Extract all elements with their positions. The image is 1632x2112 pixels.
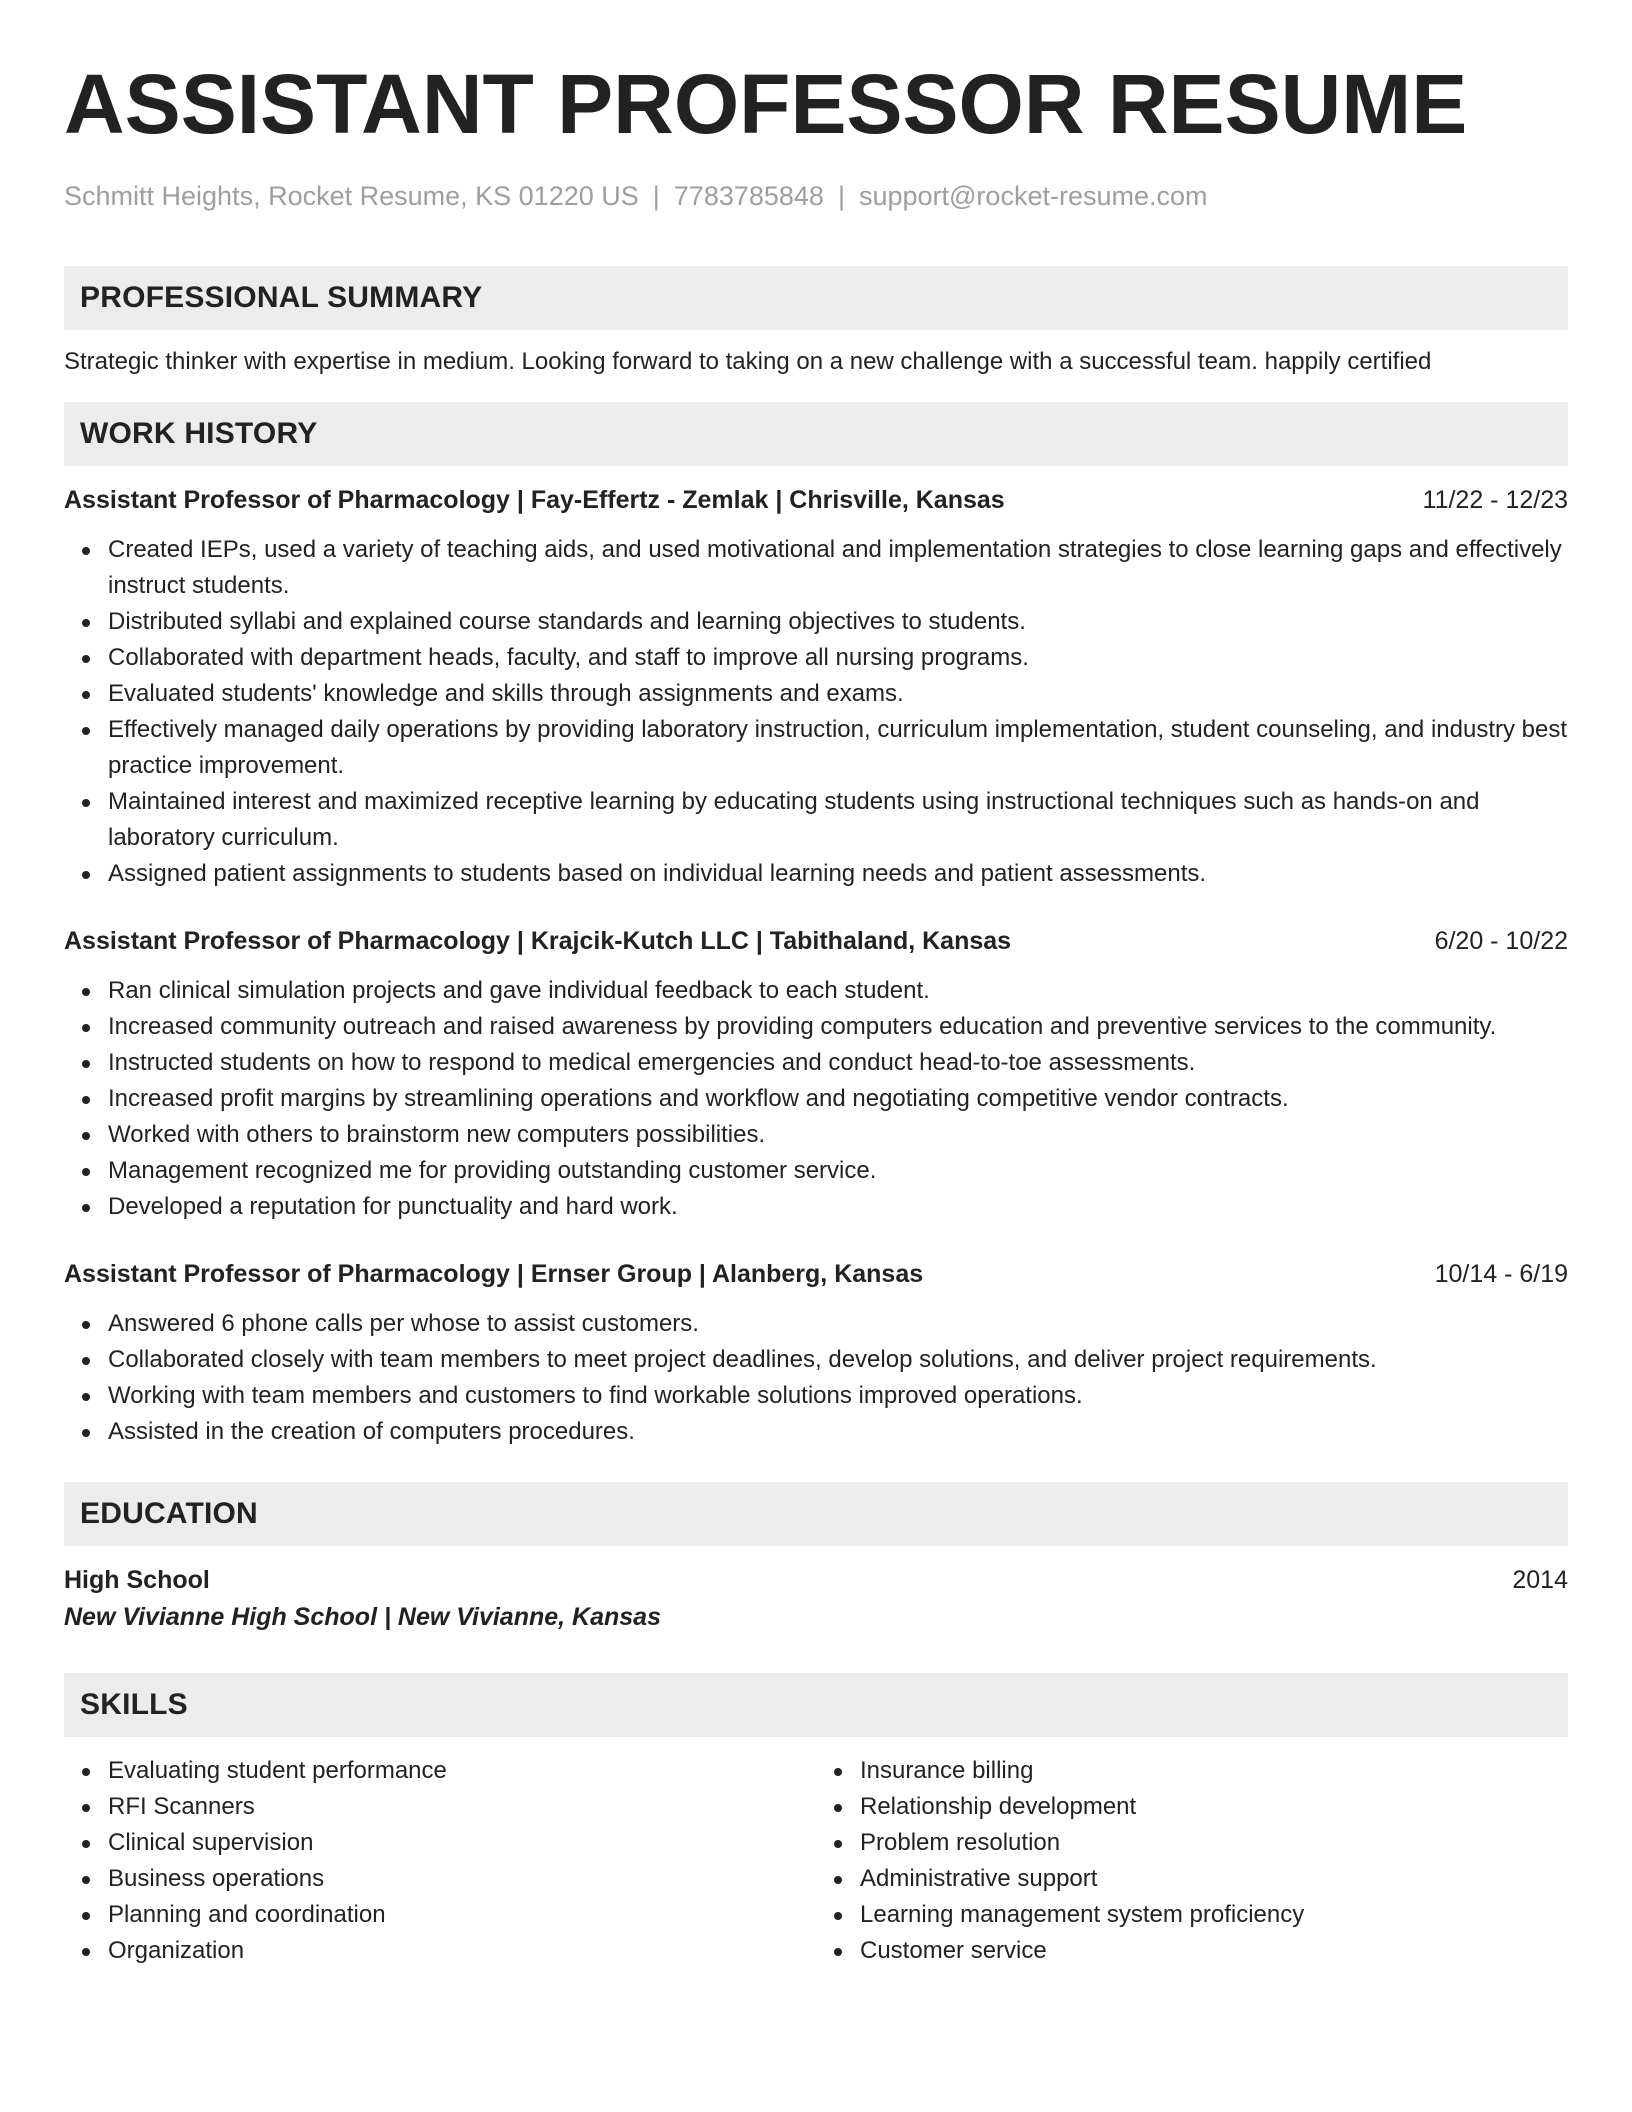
- skill-item: Problem resolution: [860, 1825, 1568, 1861]
- skills-grid: [64, 1753, 1568, 1969]
- job-dates: 10/14 - 6/19: [1434, 1260, 1568, 1288]
- job-dates: 6/20 - 10/22: [1434, 927, 1568, 955]
- section-heading-summary: PROFESSIONAL SUMMARY: [64, 266, 1568, 330]
- job-title: Assistant Professor of Pharmacology | Krajcik-Kutch LLC | Tabithaland, Kansas: [64, 927, 1012, 955]
- job-bullet: Working with team members and customers to find workable solutions improved operations.: [108, 1378, 1568, 1414]
- section-heading-skills: SKILLS: [64, 1673, 1568, 1737]
- job-dates: 11/22 - 12/23: [1422, 486, 1568, 514]
- job-bullet: Management recognized me for providing outstanding customer service.: [108, 1153, 1568, 1189]
- job-bullet: Assigned patient assignments to students based on individual learning needs and patient assessments.: [108, 856, 1568, 892]
- skills-list-left: [64, 1753, 816, 1969]
- contact-address: Schmitt Heights, Rocket Resume, KS 01220 US: [64, 181, 639, 211]
- job-bullet-list: [64, 532, 1568, 892]
- education-year: 2014: [1512, 1566, 1568, 1594]
- skills-list-right: [816, 1753, 1568, 1969]
- job-bullet: Maintained interest and maximized receptive learning by educating students using instructional techniques such as hands-on and laboratory curriculum.: [108, 784, 1568, 856]
- contact-email: support@rocket-resume.com: [858, 181, 1208, 211]
- contact-line: [64, 178, 1568, 214]
- job-bullet: Created IEPs, used a variety of teaching aids, and used motivational and implementation strategies to close learning gaps and effectively instruct students.: [108, 532, 1568, 604]
- job-bullet: Developed a reputation for punctuality and hard work.: [108, 1189, 1568, 1225]
- skill-item: Learning management system proficiency: [860, 1897, 1568, 1933]
- skill-item: Evaluating student performance: [108, 1753, 816, 1789]
- job-bullet: Distributed syllabi and explained course standards and learning objectives to students.: [108, 604, 1568, 640]
- job-entry: [64, 482, 1568, 892]
- contact-separator: |: [837, 181, 845, 211]
- skill-item: Relationship development: [860, 1789, 1568, 1825]
- contact-phone: 7783785848: [673, 181, 824, 211]
- contact-separator: |: [652, 181, 660, 211]
- skill-item: Organization: [108, 1933, 816, 1969]
- job-bullet: Collaborated closely with team members to meet project deadlines, develop solutions, and deliver project requirements.: [108, 1342, 1568, 1378]
- skill-item: Insurance billing: [860, 1753, 1568, 1789]
- skill-item: Administrative support: [860, 1861, 1568, 1897]
- job-bullet: Collaborated with department heads, faculty, and staff to improve all nursing programs.: [108, 640, 1568, 676]
- skill-item: RFI Scanners: [108, 1789, 816, 1825]
- education-school: New Vivianne High School | New Vivianne, Kansas: [64, 1603, 661, 1631]
- skill-item: Planning and coordination: [108, 1897, 816, 1933]
- job-bullet: Answered 6 phone calls per whose to assist customers.: [108, 1306, 1568, 1342]
- job-bullet: Increased community outreach and raised awareness by providing computers education and preventive services to the community.: [108, 1009, 1568, 1045]
- job-bullet: Increased profit margins by streamlining operations and workflow and negotiating competitive vendor contracts.: [108, 1081, 1568, 1117]
- skill-item: Customer service: [860, 1933, 1568, 1969]
- job-bullet: Worked with others to brainstorm new computers possibilities.: [108, 1117, 1568, 1153]
- job-bullet: Assisted in the creation of computers procedures.: [108, 1414, 1568, 1450]
- education-degree: High School: [64, 1566, 210, 1594]
- section-heading-work-history: WORK HISTORY: [64, 402, 1568, 466]
- resume-title: ASSISTANT PROFESSOR RESUME: [64, 57, 1468, 151]
- section-heading-education: EDUCATION: [64, 1482, 1568, 1546]
- job-bullet: Instructed students on how to respond to medical emergencies and conduct head-to-toe assessments.: [108, 1045, 1568, 1081]
- job-title: Assistant Professor of Pharmacology | Fay-Effertz - Zemlak | Chrisville, Kansas: [64, 486, 1005, 514]
- job-title: Assistant Professor of Pharmacology | Ernser Group | Alanberg, Kansas: [64, 1260, 924, 1288]
- job-entry: [64, 923, 1568, 1225]
- skill-item: Business operations: [108, 1861, 816, 1897]
- job-entry: [64, 1256, 1568, 1450]
- job-bullet-list: [64, 1306, 1568, 1450]
- job-bullet-list: [64, 973, 1568, 1225]
- job-bullet: Ran clinical simulation projects and gave individual feedback to each student.: [108, 973, 1568, 1009]
- education-entry: [64, 1562, 1568, 1636]
- job-bullet: Evaluated students' knowledge and skills through assignments and exams.: [108, 676, 1568, 712]
- skill-item: Clinical supervision: [108, 1825, 816, 1861]
- summary-text: Strategic thinker with expertise in medium. Looking forward to taking on a new challenge with a successful team. happily certified: [64, 348, 1432, 375]
- job-bullet: Effectively managed daily operations by providing laboratory instruction, curriculum implementation, student counseling, and industry best practice improvement.: [108, 712, 1568, 784]
